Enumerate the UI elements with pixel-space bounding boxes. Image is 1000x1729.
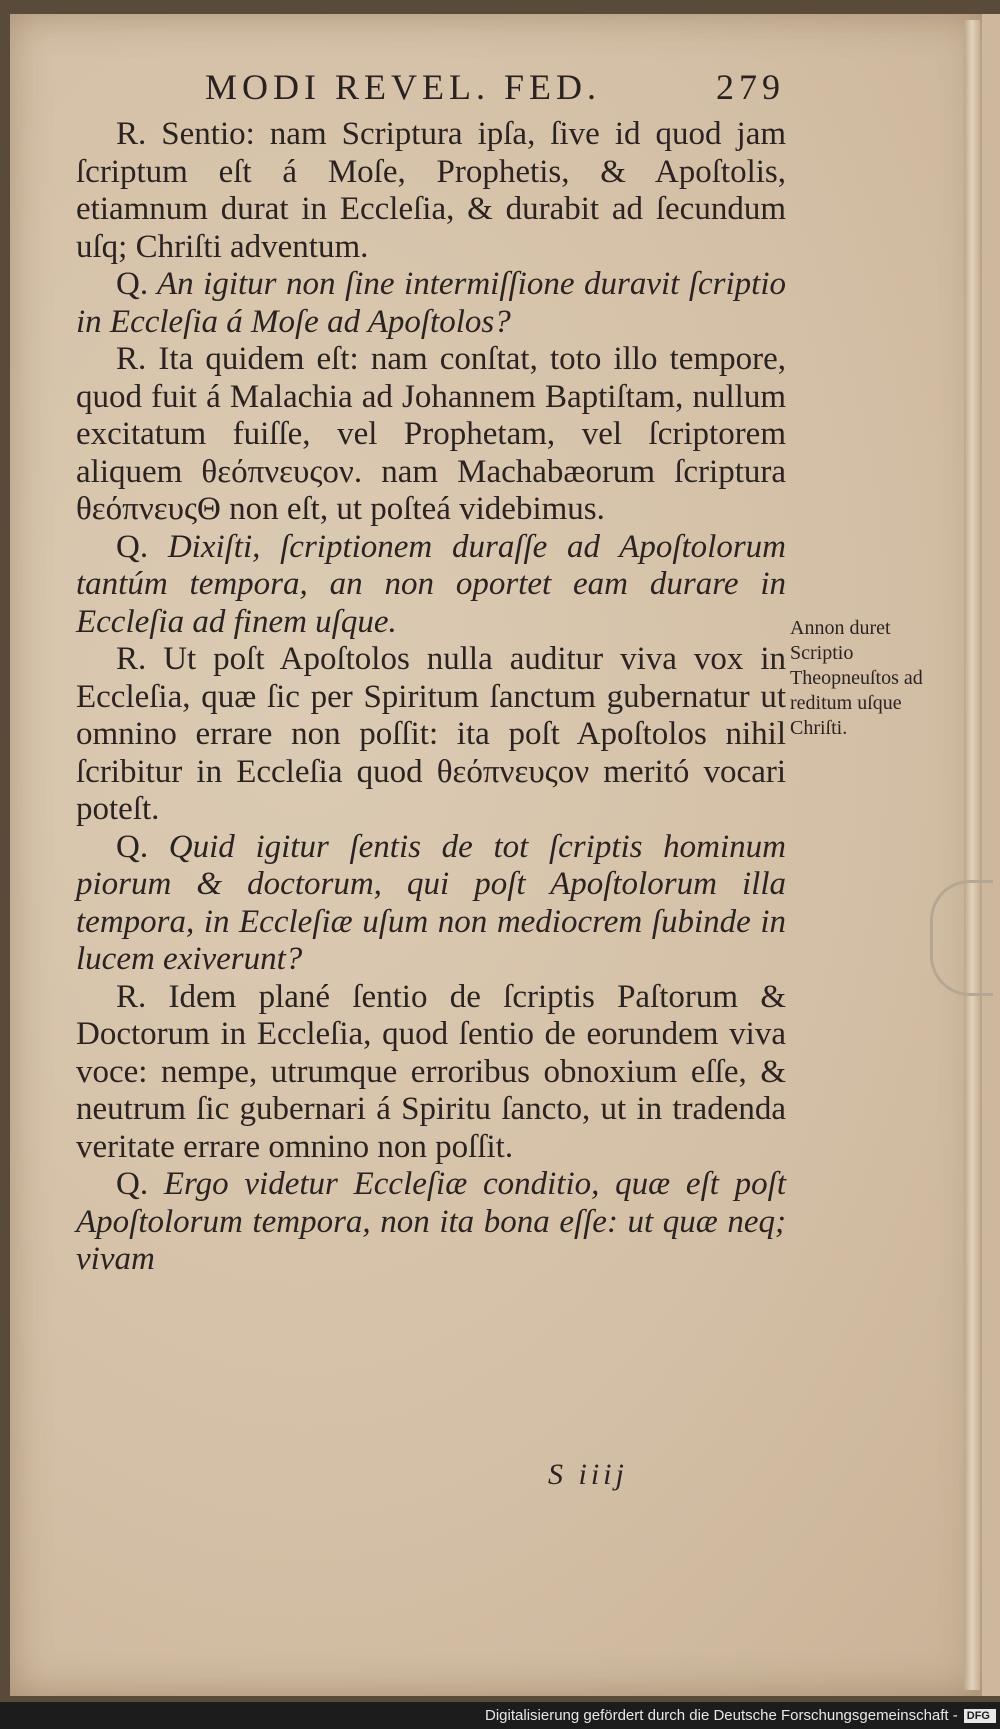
paragraph-6 (76, 829, 786, 979)
page-number: 279 (716, 67, 785, 107)
paragraph-5 (76, 641, 786, 829)
paragraph-text: Sentio: nam Scriptura ipſa, ſive id quod jam ſcriptum eſt á Moſe, Prophetis, & Apoſtolis, etiamnum durat in Eccleſia, & durabit ad ſecundum uſq; Chriſti adventum. (76, 116, 787, 265)
speaker-label: R. (116, 116, 147, 152)
running-title: MODI REVEL. FED. (205, 67, 601, 107)
paragraph-8 (76, 1166, 786, 1279)
page-clip (930, 880, 993, 996)
speaker-label: Q. (116, 828, 149, 865)
paragraph-7 (76, 979, 786, 1167)
speaker-label: Q. (116, 266, 149, 302)
speaker-label: R. (116, 978, 147, 1015)
paragraph-2 (76, 266, 786, 341)
digitization-footer (0, 1702, 1000, 1729)
paragraph-3 (76, 341, 786, 529)
paragraph-text: Dixiſti, ſcriptionem duraſſe ad Apoſtolorum tantúm tempora, an non oportet eam durare in Eccleſia ad finem uſque. (76, 528, 787, 640)
speaker-label: Q. (116, 528, 149, 565)
paragraph-text: An igitur non ſine intermiſſione duravit ſcriptio in Eccleſia á Moſe ad Apoſtolos? (76, 266, 786, 340)
main-text (76, 116, 786, 1279)
paragraph-4 (76, 529, 786, 642)
paragraph-text: Idem plané ſentio de ſcriptis Paſtorum & Doctorum in Eccleſia, quod ſentio de eorundem viva voce: nempe, utrumque erroribus obnoxium eſſe, & neutrum ſic gubernari á Spiritu ſancto, ut in tradenda veritate errare omnino non poſſit. (76, 978, 786, 1165)
paragraph-text: Ut poſt Apoſtolos nulla auditur viva vox in Eccleſia, quæ ſic per Spiritum ſanctum gubernatur ut omnino errare non poſſit: ita poſt Apoſtolos nihil ſcribitur in Eccleſia quod θεόπνευςον meritó vocari poteſt. (76, 641, 786, 827)
paragraph-text: Quid igitur ſentis de tot ſcriptis hominum piorum & doctorum, qui poſt Apoſtolorum illa tempora, in Eccleſiæ uſum non mediocrem ſubinde in lucem exiverunt? (76, 828, 787, 977)
footer-credit: Digitalisierung gefördert durch die Deutsche Forschungsgemeinschaft - (485, 1707, 958, 1724)
speaker-label: R. (116, 641, 147, 677)
speaker-label: R. (116, 341, 147, 377)
margin-note: Annon duret Scriptio Theopneuſtos ad reditum uſque Chriſti. (790, 617, 923, 739)
paragraph-text: Ita quidem eſt: nam conſtat, toto illo tempore, quod fuit á Malachia ad Johannem Baptiſtam, nullum excitatum fuiſſe, vel Prophetam, vel ſcriptorem aliquem θεόπνευςον. nam Machabæorum ſcriptura θεόπνευςΘ non eſt, ut poſteá videbimus. (76, 341, 786, 527)
paragraph-1 (76, 116, 786, 266)
page-edge (964, 20, 980, 1690)
dfg-logo-badge: DFG (964, 1709, 996, 1723)
speaker-label: Q. (116, 1166, 149, 1202)
signature-mark: S iiij (548, 1458, 628, 1491)
running-header (205, 66, 785, 108)
paragraph-text: Ergo videtur Eccleſiæ conditio, quæ eſt poſt Apoſtolorum tempora, non ita bona eſſe: ut quæ neq; vivam (76, 1166, 786, 1277)
